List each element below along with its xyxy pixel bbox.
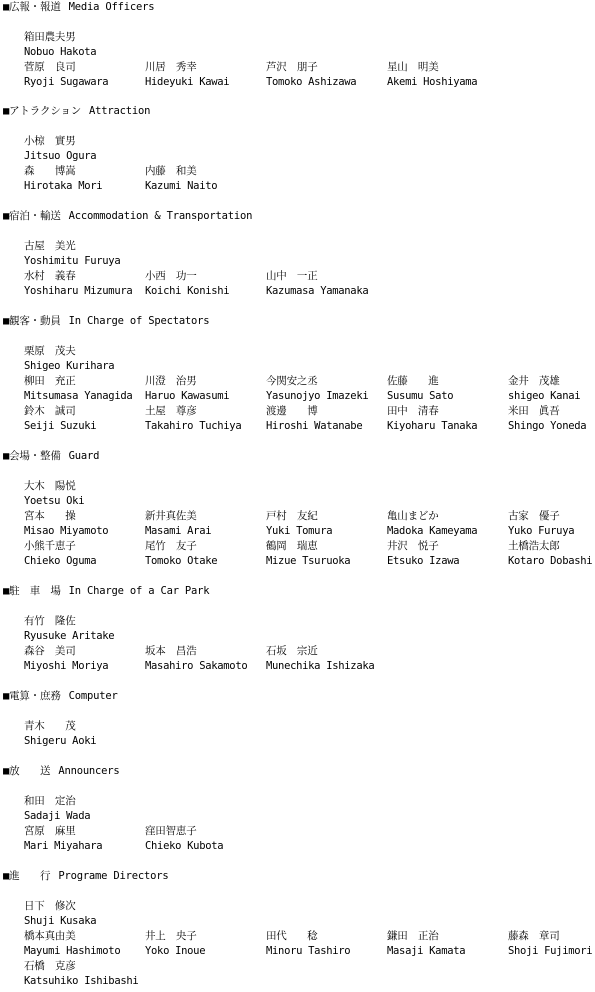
staff-name-japanese: 川居 秀幸: [145, 61, 197, 73]
staff-name-romanized: Munechika Ishizaka: [266, 660, 375, 672]
section-heading-jp: ■アトラクション: [3, 105, 82, 117]
staff-name-japanese: 栗原 茂夫: [24, 345, 76, 357]
staff-name-romanized: Jitsuo Ogura: [24, 150, 97, 162]
staff-name-romanized: shigeo Kanai: [508, 390, 581, 402]
staff-member: [24, 614, 114, 644]
staff-member: [266, 404, 362, 434]
staff-member: [145, 404, 241, 434]
staff-name-japanese: 米田 眞吾: [508, 405, 560, 417]
section-heading-jp: ■会場・整備: [3, 450, 61, 462]
staff-name-romanized: Yoko Inoue: [145, 945, 206, 957]
staff-member: [387, 60, 477, 90]
staff-name-romanized: Mayumi Hashimoto: [24, 945, 121, 957]
section-heading-jp: ■宿泊・輸送: [3, 210, 61, 222]
staff-name-romanized: Shingo Yoneda: [508, 420, 587, 432]
section-heading-en: In Charge of a Car Park: [68, 585, 210, 597]
name-row: [0, 60, 595, 90]
staff-name-romanized: Yasunojyo Imazeki: [266, 390, 369, 402]
staff-name-japanese: 佐藤 進: [387, 375, 439, 387]
staff-name-japanese: 古家 優子: [508, 510, 560, 522]
staff-member: [508, 374, 580, 404]
staff-name-japanese: 柳田 充正: [24, 375, 76, 387]
name-row: [0, 30, 595, 60]
staff-name-japanese: 戸村 友紀: [266, 510, 318, 522]
staff-name-japanese: 田中 清春: [387, 405, 439, 417]
staff-name-japanese: 小西 功一: [145, 270, 197, 282]
staff-name-japanese: 石橋 克彦: [24, 960, 76, 972]
staff-member: [24, 644, 108, 674]
staff-name-romanized: Yoetsu Oki: [24, 495, 85, 507]
staff-member: [24, 374, 132, 404]
staff-member: [266, 509, 332, 539]
name-row: [0, 644, 595, 674]
staff-name-romanized: Hiroshi Watanabe: [266, 420, 363, 432]
section-heading: [3, 584, 209, 599]
name-row: [0, 134, 595, 164]
staff-name-japanese: 今関安之丞: [266, 375, 318, 387]
staff-name-romanized: Kazumi Naito: [145, 180, 218, 192]
staff-member: [145, 539, 217, 569]
staff-name-japanese: 宮本 操: [24, 510, 76, 522]
staff-name-romanized: Katsuhiko Ishibashi: [24, 975, 139, 987]
staff-name-romanized: Akemi Hoshiyama: [387, 76, 478, 88]
staff-name-romanized: Shoji Fujimori: [508, 945, 593, 957]
staff-name-romanized: Chieko Oguma: [24, 555, 97, 567]
staff-name-romanized: Yoshiharu Mizumura: [24, 285, 133, 297]
staff-member: [24, 404, 96, 434]
staff-name-japanese: 石坂 宗近: [266, 645, 318, 657]
staff-name-japanese: 菅原 良司: [24, 61, 76, 73]
staff-name-japanese: 日下 修次: [24, 900, 76, 912]
staff-name-japanese: 小椋 實男: [24, 135, 76, 147]
staff-name-japanese: 渡邊 博: [266, 405, 318, 417]
section-heading-en: Computer: [68, 690, 118, 702]
staff-member: [24, 134, 96, 164]
staff-member: [387, 929, 465, 959]
name-row: [0, 164, 595, 194]
staff-name-romanized: Mizue Tsuruoka: [266, 555, 351, 567]
staff-member: [24, 959, 138, 989]
staff-name-romanized: Kotaro Dobashi: [508, 555, 593, 567]
staff-name-japanese: 新井真佐美: [145, 510, 197, 522]
staff-member: [266, 539, 350, 569]
staff-name-japanese: 亀山まどか: [387, 510, 439, 522]
staff-member: [24, 239, 120, 269]
staff-member: [387, 539, 459, 569]
staff-member: [24, 30, 96, 60]
staff-name-japanese: 森 博嵩: [24, 165, 76, 177]
section-heading-en: Announcers: [58, 765, 120, 777]
staff-name-japanese: 窪田智恵子: [145, 825, 197, 837]
section-heading: [3, 764, 120, 779]
name-row: [0, 509, 595, 539]
section-heading-jp: ■電算・庶務: [3, 690, 61, 702]
section-heading: [3, 314, 209, 329]
staff-member: [24, 269, 132, 299]
staff-name-japanese: 川澄 治男: [145, 375, 197, 387]
staff-member: [24, 539, 96, 569]
staff-name-japanese: 金井 茂雄: [508, 375, 560, 387]
section-heading: [3, 209, 252, 224]
staff-name-japanese: 有竹 隆佐: [24, 615, 76, 627]
staff-member: [145, 929, 205, 959]
staff-member: [508, 929, 592, 959]
staff-member: [266, 269, 368, 299]
staff-name-japanese: 大木 陽悦: [24, 480, 76, 492]
staff-member: [24, 479, 84, 509]
staff-name-japanese: 星山 明美: [387, 61, 439, 73]
section-heading-jp: ■進 行: [3, 870, 51, 882]
staff-name-japanese: 宮原 麻里: [24, 825, 76, 837]
staff-member: [266, 374, 368, 404]
name-row: [0, 794, 595, 824]
staff-name-japanese: 鈴木 誠司: [24, 405, 76, 417]
staff-member: [24, 164, 102, 194]
staff-member: [508, 539, 592, 569]
staff-name-romanized: Shuji Kusaka: [24, 915, 97, 927]
name-row: [0, 719, 595, 749]
section-heading-en: Attraction: [89, 105, 151, 117]
staff-member: [145, 60, 229, 90]
name-row: [0, 479, 595, 509]
section-heading: [3, 689, 118, 704]
staff-name-romanized: Kazumasa Yamanaka: [266, 285, 369, 297]
section-heading-en: Accommodation & Transportation: [68, 210, 253, 222]
staff-member: [266, 60, 356, 90]
staff-name-romanized: Tomoko Ashizawa: [266, 76, 357, 88]
staff-name-japanese: 田代 稔: [266, 930, 318, 942]
section-heading: [3, 449, 99, 464]
staff-member: [145, 374, 229, 404]
staff-name-romanized: Hideyuki Kawai: [145, 76, 230, 88]
staff-name-japanese: 内藤 和美: [145, 165, 197, 177]
staff-name-japanese: 鶴岡 瑞恵: [266, 540, 318, 552]
staff-name-romanized: Ryoji Sugawara: [24, 76, 109, 88]
name-row: [0, 374, 595, 404]
staff-member: [24, 929, 120, 959]
staff-name-romanized: Kiyoharu Tanaka: [387, 420, 478, 432]
staff-name-japanese: 山中 一正: [266, 270, 318, 282]
staff-name-romanized: Chieko Kubota: [145, 840, 224, 852]
staff-name-romanized: Miyoshi Moriya: [24, 660, 109, 672]
staff-name-japanese: 井上 央子: [145, 930, 197, 942]
staff-name-japanese: 尾竹 友子: [145, 540, 197, 552]
staff-name-romanized: Haruo Kawasumi: [145, 390, 230, 402]
name-row: [0, 404, 595, 434]
name-row: [0, 344, 595, 374]
staff-member: [508, 404, 586, 434]
staff-member: [24, 719, 96, 749]
staff-member: [145, 164, 217, 194]
staff-member: [24, 509, 108, 539]
section-heading-jp: ■観客・動員: [3, 315, 61, 327]
staff-name-japanese: 青木 茂: [24, 720, 76, 732]
staff-name-japanese: 鎌田 正治: [387, 930, 439, 942]
staff-name-romanized: Masaji Kamata: [387, 945, 466, 957]
staff-member: [266, 644, 374, 674]
staff-name-romanized: Masahiro Sakamoto: [145, 660, 248, 672]
staff-member: [24, 344, 114, 374]
staff-member: [387, 509, 477, 539]
staff-name-romanized: Hirotaka Mori: [24, 180, 103, 192]
staff-name-japanese: 芦沢 朋子: [266, 61, 318, 73]
staff-name-romanized: Shigeru Aoki: [24, 735, 97, 747]
staff-name-japanese: 森谷 美司: [24, 645, 76, 657]
staff-name-japanese: 古屋 美光: [24, 240, 76, 252]
section-heading: [3, 104, 150, 119]
staff-member: [145, 269, 229, 299]
staff-name-romanized: Ryusuke Aritake: [24, 630, 115, 642]
staff-member: [387, 374, 453, 404]
staff-member: [145, 509, 211, 539]
section-heading: [3, 0, 154, 15]
staff-member: [266, 929, 350, 959]
staff-member: [24, 794, 90, 824]
staff-name-romanized: Masami Arai: [145, 525, 212, 537]
staff-name-romanized: Shigeo Kurihara: [24, 360, 115, 372]
staff-name-romanized: Minoru Tashiro: [266, 945, 351, 957]
staff-name-romanized: Mitsumasa Yanagida: [24, 390, 133, 402]
staff-name-japanese: 土屋 尊彦: [145, 405, 197, 417]
section-heading-jp: ■広報・報道: [3, 1, 61, 13]
staff-name-japanese: 土橋浩太郎: [508, 540, 560, 552]
staff-name-romanized: Koichi Konishi: [145, 285, 230, 297]
staff-name-romanized: Nobuo Hakota: [24, 46, 97, 58]
staff-name-romanized: Madoka Kameyama: [387, 525, 478, 537]
staff-name-romanized: Susumu Sato: [387, 390, 454, 402]
name-row: [0, 614, 595, 644]
staff-member: [145, 644, 247, 674]
staff-name-romanized: Yuki Tomura: [266, 525, 333, 537]
section-heading-en: In Charge of Spectators: [68, 315, 210, 327]
staff-member: [508, 509, 574, 539]
name-row: [0, 239, 595, 269]
staff-member: [24, 899, 96, 929]
section-heading-en: Guard: [68, 450, 100, 462]
section-heading-en: Programe Directors: [58, 870, 169, 882]
name-row: [0, 824, 595, 854]
section-heading-jp: ■駐 車 場: [3, 585, 61, 597]
name-row: [0, 899, 595, 929]
staff-name-romanized: Misao Miyamoto: [24, 525, 109, 537]
staff-name-japanese: 小熊千恵子: [24, 540, 76, 552]
staff-name-japanese: 坂本 昌浩: [145, 645, 197, 657]
name-row: [0, 269, 595, 299]
staff-name-japanese: 藤森 章司: [508, 930, 560, 942]
staff-name-romanized: Tomoko Otake: [145, 555, 218, 567]
section-heading-jp: ■放 送: [3, 765, 51, 777]
staff-name-japanese: 和田 定治: [24, 795, 76, 807]
staff-member: [387, 404, 477, 434]
staff-member: [24, 824, 102, 854]
staff-name-japanese: 橋本真由美: [24, 930, 76, 942]
staff-name-romanized: Seiji Suzuki: [24, 420, 97, 432]
staff-name-japanese: 水村 義春: [24, 270, 76, 282]
staff-name-romanized: Sadaji Wada: [24, 810, 91, 822]
staff-member: [145, 824, 223, 854]
staff-member: [24, 60, 108, 90]
staff-name-romanized: Mari Miyahara: [24, 840, 103, 852]
staff-name-romanized: Takahiro Tuchiya: [145, 420, 242, 432]
name-row: [0, 539, 595, 569]
staff-name-romanized: Etsuko Izawa: [387, 555, 460, 567]
section-heading: [3, 869, 169, 884]
staff-name-romanized: Yoshimitu Furuya: [24, 255, 121, 267]
name-row: [0, 929, 595, 959]
section-heading-en: Media Officers: [68, 1, 155, 13]
staff-name-japanese: 井沢 悦子: [387, 540, 439, 552]
name-row: [0, 959, 595, 989]
staff-name-japanese: 箱田農夫男: [24, 31, 76, 43]
staff-name-romanized: Yuko Furuya: [508, 525, 575, 537]
